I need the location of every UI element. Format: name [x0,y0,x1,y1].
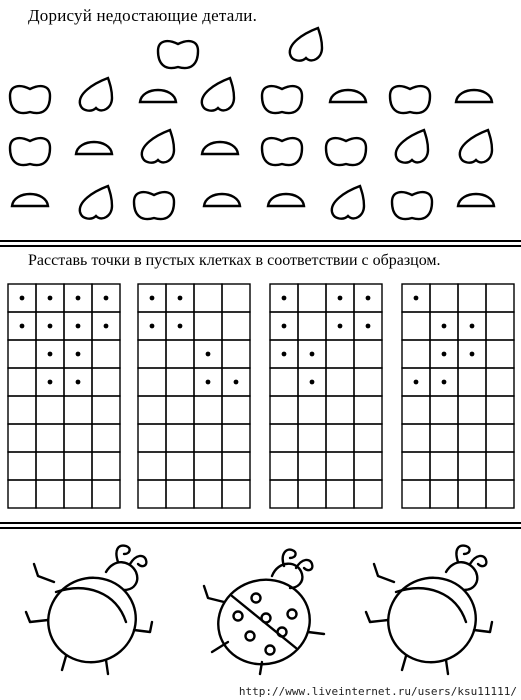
task1-title: Дорисуй недостающие детали. [28,6,258,25]
task2-title: Расставь точки в пустых клетках в соответствии с образцом. [28,252,441,269]
beetle-drawing [366,546,492,675]
beetle-drawing [26,546,152,675]
ladybug-drawing [204,550,324,675]
watermark-url: http://www.liveinternet.ru/users/ksu11111/ [238,685,517,698]
